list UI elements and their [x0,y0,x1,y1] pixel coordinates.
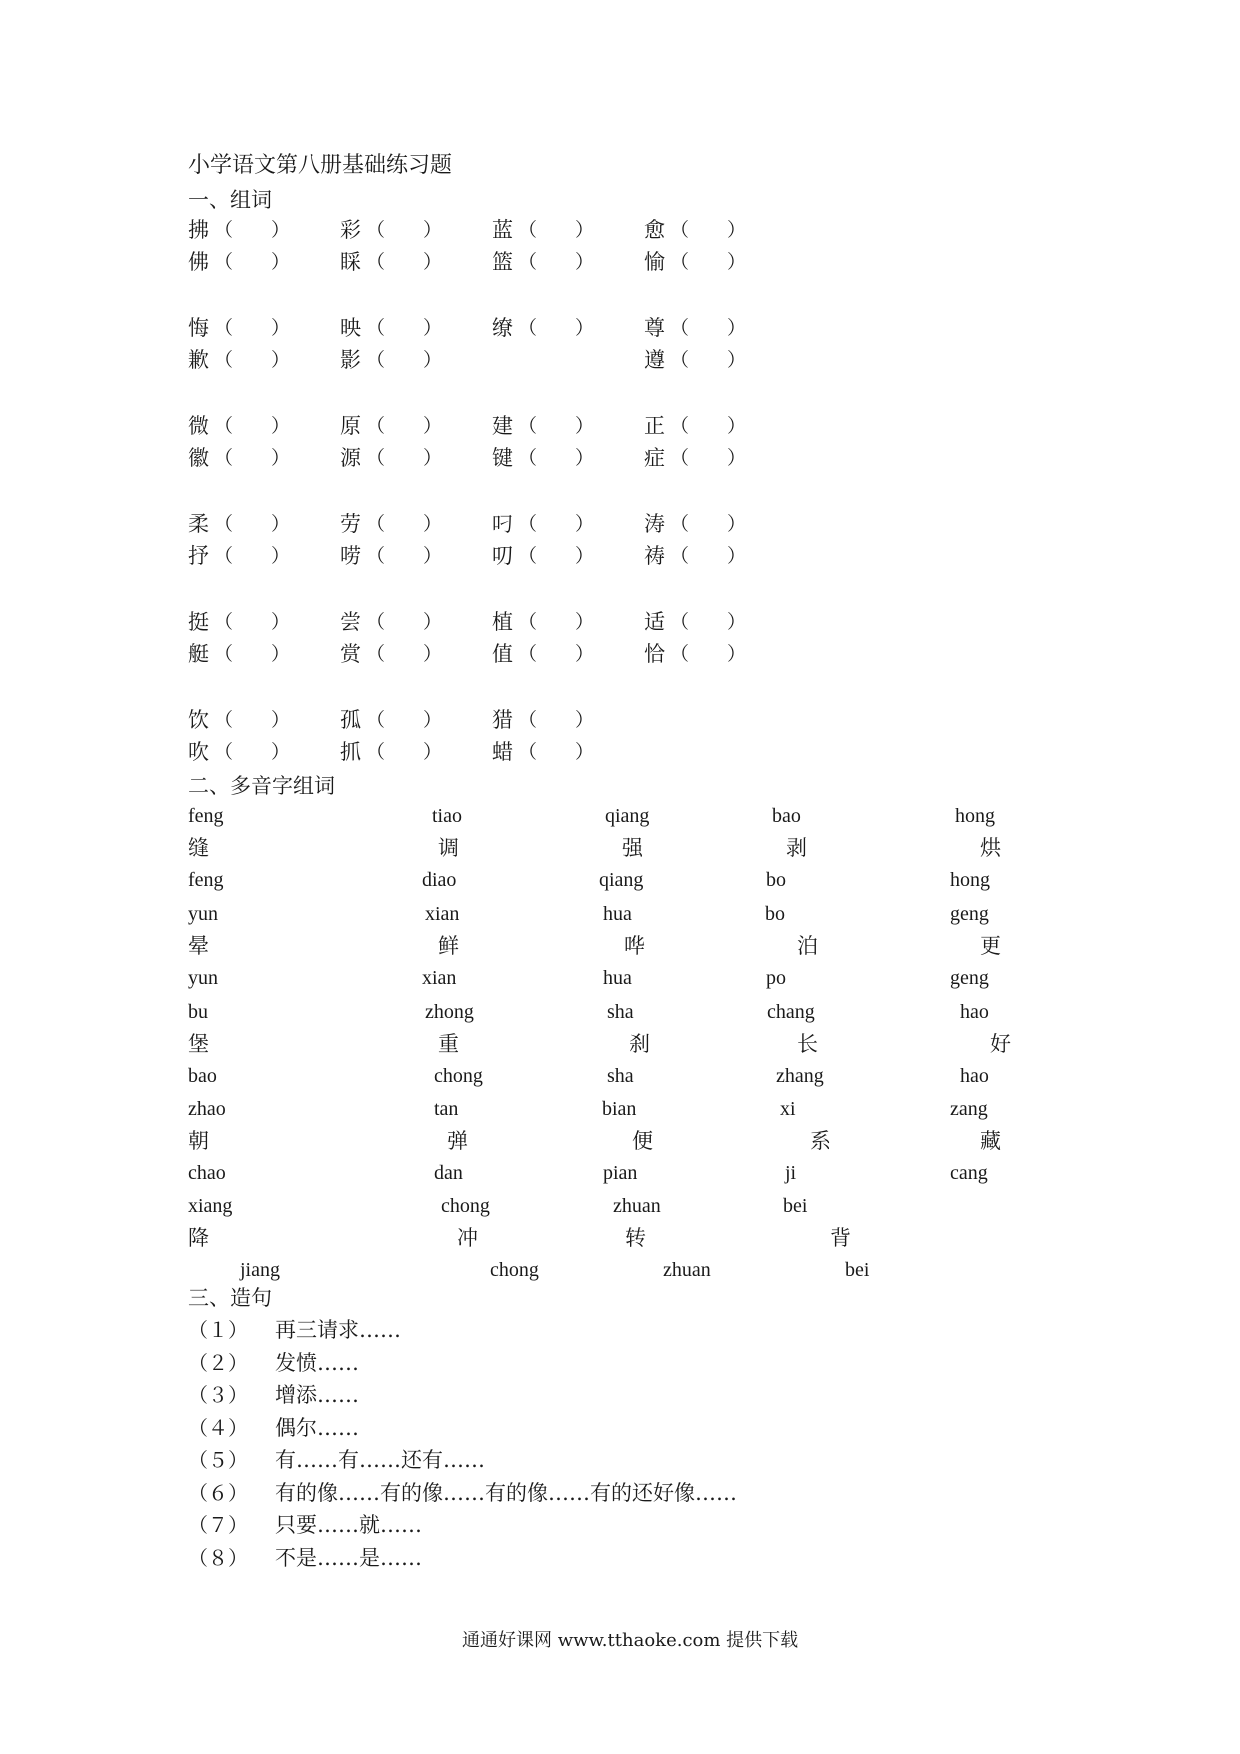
answer-blank: （ ） [366,251,443,273]
polyphone-char: 背 [830,1226,851,1250]
word-char: 影 [340,348,361,372]
polyphone-char: 强 [622,836,643,860]
word-char: 原 [340,414,361,438]
sentence-number: （３） [188,1383,248,1407]
polyphone-char: 烘 [980,836,1001,860]
polyphone-char: 堡 [188,1032,209,1056]
word-char: 叨 [492,544,513,568]
answer-blank: （ ） [214,251,291,273]
word-char: 源 [340,446,361,470]
word-char: 抒 [188,544,209,568]
answer-blank: （ ） [214,415,291,437]
polyphone-char: 藏 [980,1129,1001,1153]
answer-blank: （ ） [214,349,291,371]
pinyin-bottom: hua [603,967,632,989]
word-char: 唠 [340,544,361,568]
pinyin-bottom: geng [950,967,989,989]
word-char: 劳 [340,512,361,536]
polyphone-char: 缝 [188,836,209,860]
pinyin-top: geng [950,903,989,925]
pinyin-top: yun [188,903,218,925]
word-char: 佛 [188,250,209,274]
sentence-number: （２） [188,1350,248,1375]
pinyin-top: hong [955,805,995,827]
section1-heading: 一、组词 [188,188,272,212]
answer-blank: （ ） [670,611,747,633]
sentence-number: （５） [188,1448,248,1472]
pinyin-bottom: bao [188,1065,217,1087]
answer-blank: （ ） [366,349,443,371]
word-char: 映 [340,316,361,340]
polyphone-char: 长 [797,1032,818,1056]
answer-blank: （ ） [366,447,443,469]
answer-blank: （ ） [214,545,291,567]
pinyin-top: xian [425,903,460,925]
footer: 通通好课网 www.tthaoke.com 提供下载 [462,1630,799,1651]
sentence-number: （７） [188,1513,248,1537]
word-char: 遵 [644,348,665,372]
sentence-prompt: 发愤…… [275,1350,359,1375]
answer-blank: （ ） [214,611,291,633]
answer-blank: （ ） [366,545,443,567]
word-char: 歉 [188,348,209,372]
section3-heading: 三、造句 [188,1286,272,1310]
answer-blank: （ ） [366,317,443,339]
pinyin-top: xiang [188,1195,233,1217]
answer-blank: （ ） [366,611,443,633]
answer-blank: （ ） [670,251,747,273]
word-char: 饮 [188,708,209,732]
word-char: 吹 [188,740,209,764]
answer-blank: （ ） [518,545,595,567]
word-char: 适 [644,610,665,634]
pinyin-bottom: feng [188,869,224,891]
pinyin-bottom: qiang [599,869,644,891]
polyphone-char: 晕 [188,934,209,958]
answer-blank: （ ） [518,447,595,469]
page-title: 小学语文第八册基础练习题 [188,153,453,178]
pinyin-top: sha [607,1001,634,1023]
pinyin-bottom: jiang [240,1259,280,1281]
pinyin-top: feng [188,805,224,827]
word-char: 蓝 [492,218,513,242]
pinyin-top: bian [602,1098,637,1120]
polyphone-char: 弹 [447,1129,468,1153]
word-char: 尊 [644,316,665,340]
pinyin-bottom: po [766,967,786,989]
word-char: 叼 [492,512,513,536]
word-char: 愉 [644,250,665,274]
word-char: 键 [492,446,513,470]
polyphone-char: 鲜 [438,934,459,958]
answer-blank: （ ） [214,643,291,665]
answer-blank: （ ） [366,219,443,241]
polyphone-char: 转 [625,1226,646,1250]
answer-blank: （ ） [214,513,291,535]
answer-blank: （ ） [214,709,291,731]
answer-blank: （ ） [670,219,747,241]
word-char: 抓 [340,740,361,764]
pinyin-bottom: pian [603,1162,638,1184]
word-char: 缭 [492,316,513,340]
pinyin-bottom: bo [766,869,786,891]
pinyin-bottom: zhang [776,1065,824,1087]
answer-blank: （ ） [670,545,747,567]
word-char: 徽 [188,446,209,470]
pinyin-bottom: sha [607,1065,634,1087]
answer-blank: （ ） [366,741,443,763]
answer-blank: （ ） [518,219,595,241]
word-char: 恰 [644,642,665,666]
pinyin-top: zhuan [613,1195,661,1217]
answer-blank: （ ） [670,513,747,535]
word-char: 挺 [188,610,209,634]
pinyin-bottom: cang [950,1162,988,1184]
pinyin-top: hao [960,1001,989,1023]
sentence-prompt: 再三请求…… [275,1318,401,1342]
answer-blank: （ ） [214,447,291,469]
answer-blank: （ ） [518,513,595,535]
pinyin-bottom: dan [434,1162,463,1184]
word-char: 尝 [340,610,361,634]
word-char: 孤 [340,708,361,732]
polyphone-char: 调 [438,836,459,860]
answer-blank: （ ） [670,349,747,371]
answer-blank: （ ） [518,643,595,665]
pinyin-top: zhong [425,1001,474,1023]
answer-blank: （ ） [518,741,595,763]
pinyin-bottom: chong [490,1259,539,1281]
sentence-number: （６） [188,1480,248,1505]
sentence-prompt: 有的像……有的像……有的像……有的还好像…… [275,1480,737,1505]
answer-blank: （ ） [670,643,747,665]
answer-blank: （ ） [670,447,747,469]
word-char: 拂 [188,218,209,242]
pinyin-top: tiao [432,805,462,827]
word-char: 植 [492,610,513,634]
answer-blank: （ ） [518,611,595,633]
polyphone-char: 刹 [629,1032,650,1056]
pinyin-top: qiang [605,805,650,827]
answer-blank: （ ） [214,741,291,763]
word-char: 睬 [340,250,361,274]
word-char: 祷 [644,544,665,568]
pinyin-bottom: hong [950,869,990,891]
polyphone-char: 系 [810,1129,831,1153]
polyphone-char: 哗 [624,934,645,958]
word-char: 建 [492,414,513,438]
polyphone-char: 好 [990,1032,1011,1056]
answer-blank: （ ） [366,643,443,665]
pinyin-top: chang [767,1001,815,1023]
word-char: 涛 [644,512,665,536]
polyphone-char: 降 [188,1226,209,1250]
polyphone-char: 剥 [786,836,807,860]
answer-blank: （ ） [518,251,595,273]
word-char: 彩 [340,218,361,242]
word-char: 赏 [340,642,361,666]
pinyin-bottom: diao [422,869,457,891]
sentence-prompt: 偶尔…… [275,1415,359,1440]
pinyin-top: bu [188,1001,208,1023]
sentence-prompt: 不是……是…… [275,1545,422,1570]
sentence-number: （４） [188,1415,248,1440]
pinyin-bottom: ji [785,1162,797,1184]
section2-heading: 二、多音字组词 [188,774,335,798]
pinyin-bottom: hao [960,1065,989,1087]
sentence-number: （８） [188,1545,248,1570]
pinyin-top: bao [772,805,801,827]
word-char: 艇 [188,642,209,666]
sentence-prompt: 增添…… [275,1383,359,1407]
word-char: 值 [492,642,513,666]
sentence-number: （１） [188,1318,248,1342]
word-char: 篮 [492,250,513,274]
sentence-prompt: 有……有……还有…… [275,1448,485,1472]
pinyin-top: xi [780,1098,796,1120]
polyphone-char: 重 [438,1032,459,1056]
answer-blank: （ ） [670,317,747,339]
pinyin-top: zang [950,1098,988,1120]
polyphone-char: 朝 [188,1129,209,1153]
polyphone-char: 泊 [797,934,818,958]
answer-blank: （ ） [214,317,291,339]
word-char: 正 [644,414,665,438]
answer-blank: （ ） [518,709,595,731]
pinyin-top: hua [603,903,632,925]
pinyin-bottom: chong [434,1065,483,1087]
pinyin-top: zhao [188,1098,226,1120]
polyphone-char: 冲 [457,1226,478,1250]
pinyin-top: tan [434,1098,459,1120]
pinyin-bottom: xian [422,967,457,989]
polyphone-char: 便 [632,1129,653,1153]
answer-blank: （ ） [366,709,443,731]
pinyin-top: chong [441,1195,490,1217]
pinyin-top: bei [783,1195,808,1217]
word-char: 症 [644,446,665,470]
word-char: 柔 [188,512,209,536]
pinyin-bottom: zhuan [663,1259,711,1281]
pinyin-bottom: bei [845,1259,870,1281]
word-char: 微 [188,414,209,438]
answer-blank: （ ） [366,415,443,437]
polyphone-char: 更 [980,934,1001,958]
pinyin-top: bo [765,903,785,925]
answer-blank: （ ） [518,317,595,339]
sentence-prompt: 只要……就…… [275,1513,422,1537]
pinyin-bottom: yun [188,967,218,989]
word-char: 愈 [644,218,665,242]
word-char: 猎 [492,708,513,732]
answer-blank: （ ） [518,415,595,437]
answer-blank: （ ） [214,219,291,241]
answer-blank: （ ） [670,415,747,437]
answer-blank: （ ） [366,513,443,535]
pinyin-bottom: chao [188,1162,226,1184]
word-char: 悔 [188,316,209,340]
word-char: 蜡 [492,740,513,764]
